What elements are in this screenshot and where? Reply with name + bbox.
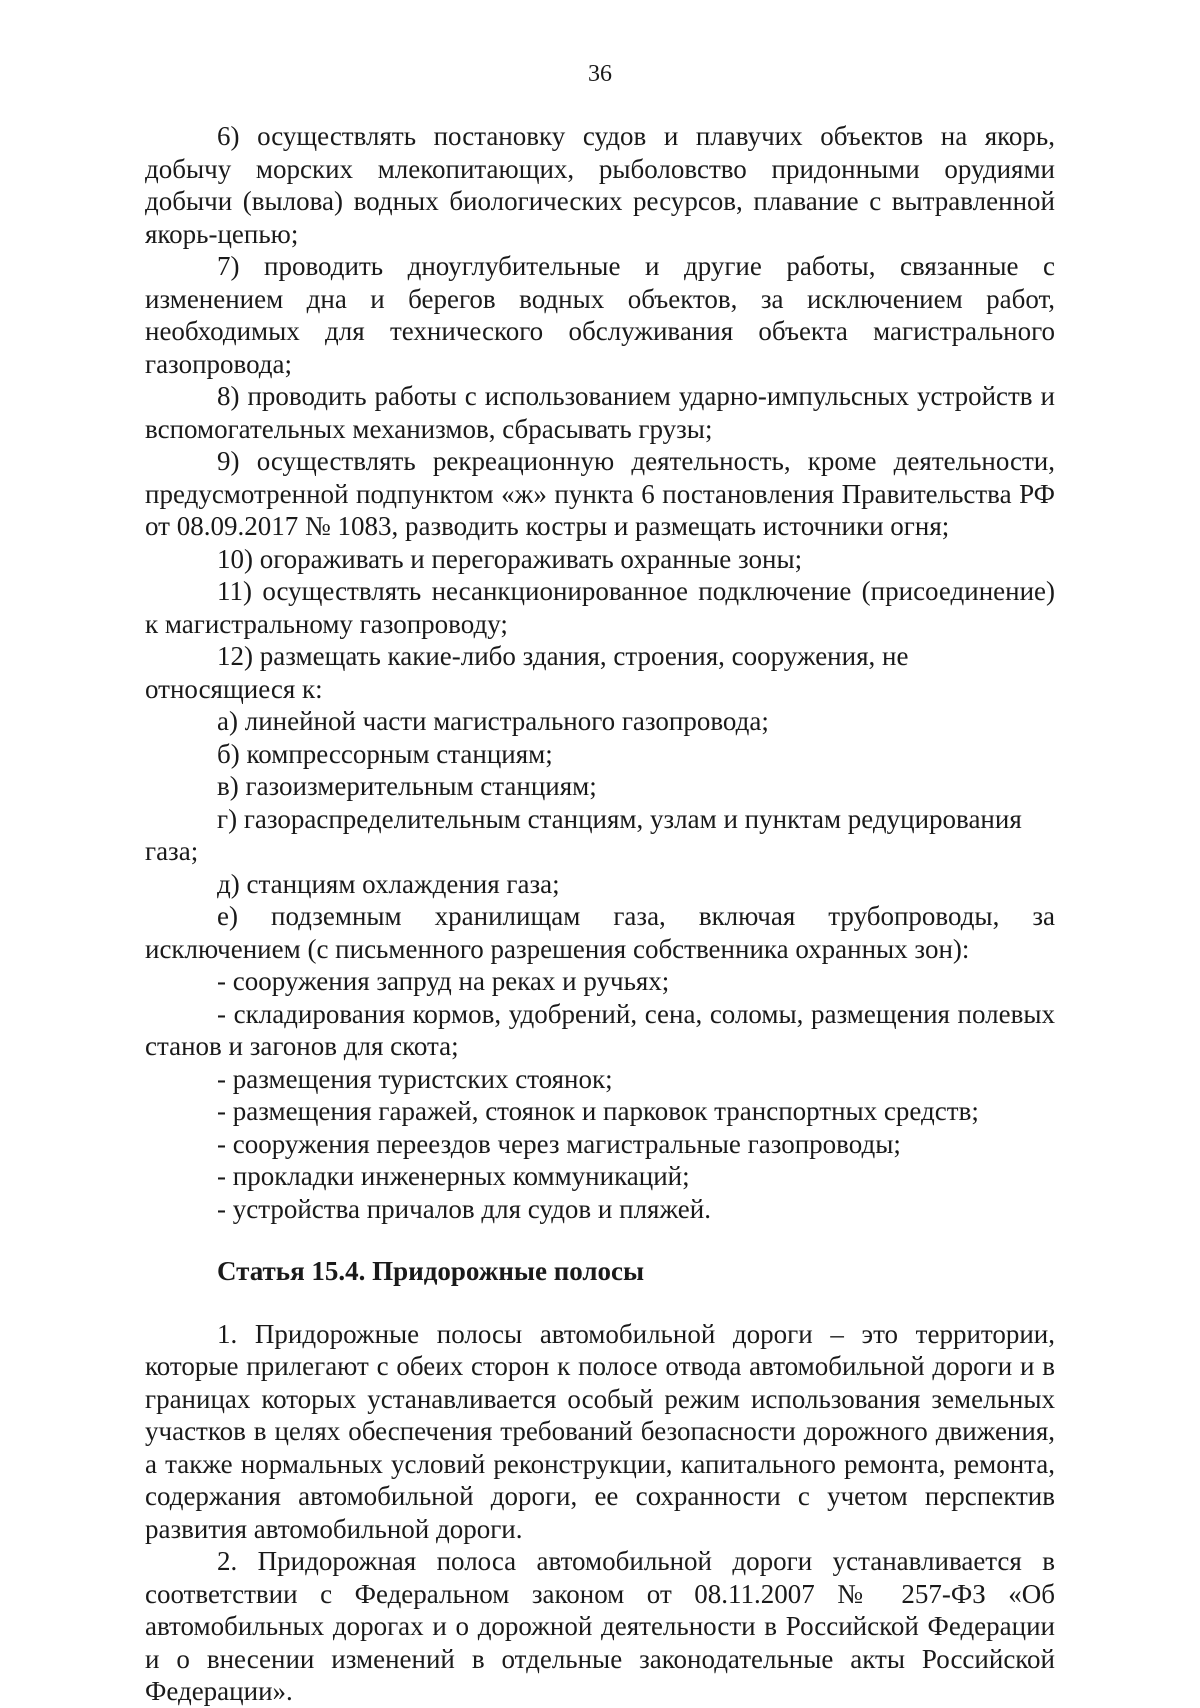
list-item: - сооружения запруд на реках и ручьях; [217,966,670,996]
list-item: 10) огораживать и перегораживать охранные зоны; [217,543,803,574]
list-item: 11) осуществлять несанкционированное подключение (присоединение) к магистральному газопроводу; [145,576,1055,639]
list-item: 7) проводить дноуглубительные и другие работы, связанные с изменением дна и берегов водных объектов, за исключением работ, необходимых для технического обслуживания объекта магистрального газопровода; [145,251,1055,379]
list-item: д) станциям охлаждения газа; [217,868,560,899]
list-item: г) газораспределительным станциям, узлам и пунктам редуцирования газа; [145,803,1022,866]
list-item: - размещения туристских стоянок; [217,1063,613,1094]
document-body [145,120,1055,1708]
list-item: - размещения гаражей, стоянок и парковок транспортных средств; [217,1096,979,1126]
article-paragraph: 1. Придорожные полосы автомобильной дороги – это территории, которые прилегают с обеих сторон к полосе отвода автомобильной дороги и в границах которых устанавливается особый режим использования земельных участков в целях обеспечения требований безопасности дорожного движения, а также нормальных условий реконструкции, капитального ремонта, ремонта, содержания автомобильной дороги, ее сохранности с учетом перспектив развития автомобильной дороги. [145,1318,1055,1544]
list-item: б) компрессорным станциям; [217,738,553,769]
list-item: 6) осуществлять постановку судов и плавучих объектов на якорь, добычу морских млекопитающих, рыболовство придонными орудиями добычи (вылова) водных биологических ресурсов, плавание с вытравленной якорь-цепью; [145,121,1055,249]
article-heading: Статья 15.4. Придорожные полосы [217,1256,645,1286]
list-item: - сооружения переездов через магистральные газопроводы; [217,1128,901,1159]
list-item: 8) проводить работы с использованием ударно-импульсных устройств и вспомогательных механизмов, сбрасывать грузы; [145,381,1055,444]
list-item: - прокладки инженерных коммуникаций; [217,1161,690,1191]
list-item: - складирования кормов, удобрений, сена, соломы, размещения полевых станов и загонов для скота; [145,998,1055,1061]
article-paragraph: 2. Придорожная полоса автомобильной дороги устанавливается в соответствии с Федеральном законом от 08.11.2007 № 257-ФЗ «Об автомобильных дорогах и о дорожной деятельности в Российской Федерации и о внесении изменений в отдельные законодательные акты Российской Федерации». [145,1546,1055,1706]
list-item: в) газоизмерительным станциям; [217,771,597,801]
list-item: е) подземным хранилищам газа, включая трубопроводы, за исключением (с письменного разрешения собственника охранных зон): [145,901,1055,964]
list-item: 12) размещать какие-либо здания, строения, сооружения, не относящиеся к: [145,641,909,704]
page-number: 36 [588,61,612,87]
list-item: - устройства причалов для судов и пляжей. [217,1193,711,1224]
list-item: а) линейной части магистрального газопровода; [217,706,769,736]
list-item: 9) осуществлять рекреационную деятельность, кроме деятельности, предусмотренной подпунктом «ж» пункта 6 постановления Правительства РФ от 08.09.2017 № 1083, разводить костры и размещать источники огня; [145,446,1055,541]
